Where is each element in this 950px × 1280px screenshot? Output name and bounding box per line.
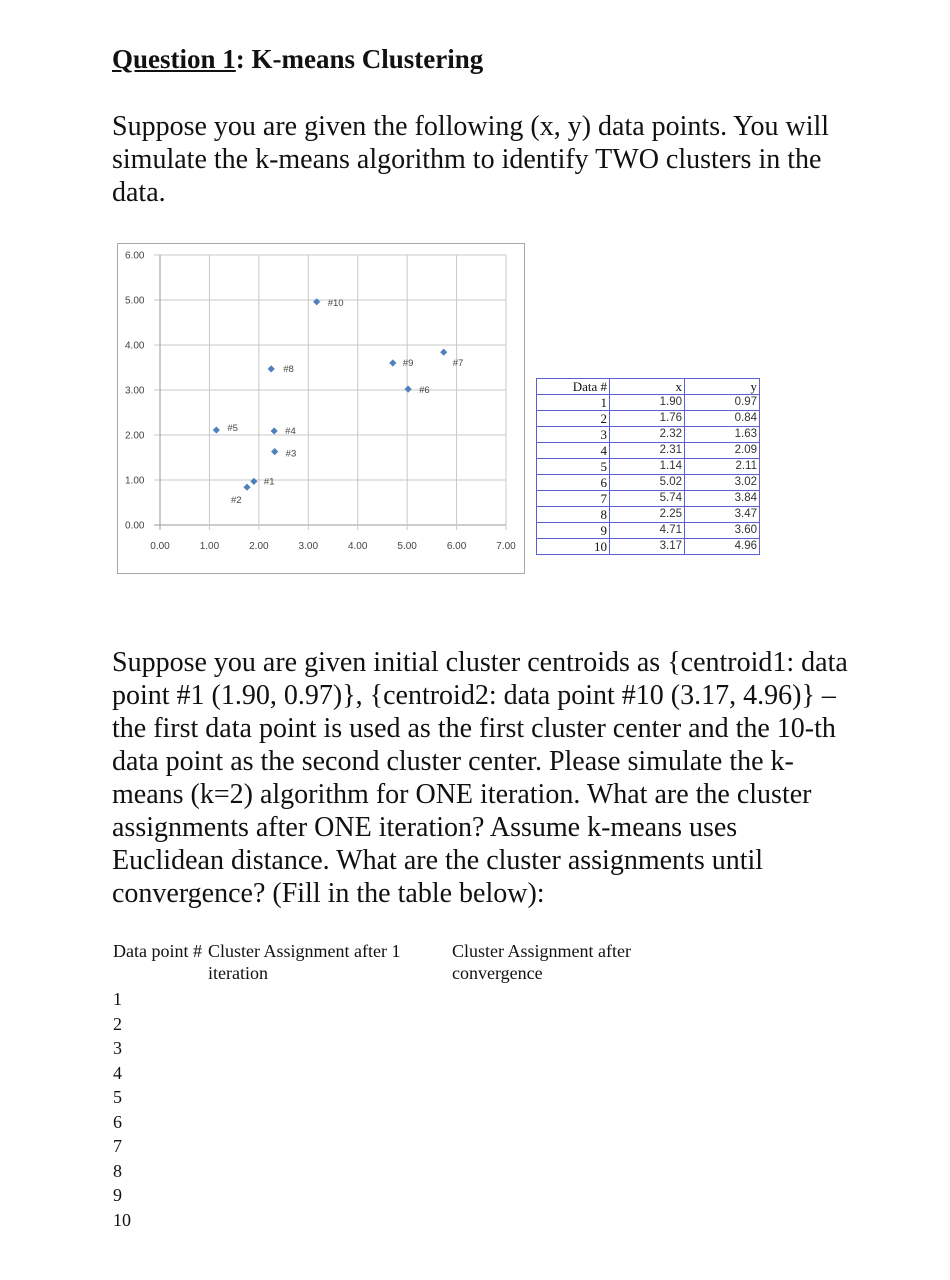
data-table-row <box>537 459 760 475</box>
data-table-cell-y: 2.09 <box>685 443 760 459</box>
instructions-paragraph: Suppose you are given initial cluster centroids as {centroid1: data point #1 (1.90, 0.97)}, {centroid2: data point #10 (3.17, 4.96)} – the first data point is used as the first cluster center and the 10-th data point as the second cluster center. Please simulate the k-means (k=2) algorithm for ONE iteration. What are the cluster assignments after ONE iteration? Assume k-means uses Euclidean distance. What are the cluster assignments until convergence? (Fill in the table below): <box>112 647 848 909</box>
data-table-row <box>537 475 760 491</box>
answer-row-number: 6 <box>113 1111 122 1132</box>
y-tick-label: 5.00 <box>125 295 145 307</box>
data-table-cell-y: 0.97 <box>685 395 760 411</box>
x-tick-label: 1.00 <box>199 541 220 552</box>
data-table-cell-y: 3.84 <box>685 491 760 507</box>
data-table-cell-x: 3.17 <box>610 539 685 555</box>
answer-row-number: 9 <box>113 1185 122 1205</box>
data-table-cell-y: 1.63 <box>685 427 760 443</box>
data-point-marker <box>250 478 257 485</box>
data-table-row <box>537 443 760 459</box>
scatter-chart-svg <box>118 244 526 575</box>
data-table-cell-y: 3.47 <box>685 507 760 523</box>
data-table-header-x: x <box>610 379 685 395</box>
data-point-label: #4 <box>285 425 296 437</box>
data-table-cell-y: 3.02 <box>685 475 760 491</box>
question-title-label: Question 1 <box>112 44 236 74</box>
answer-row-number: 5 <box>113 1087 122 1107</box>
data-table-row <box>537 523 760 539</box>
y-tick-label: 1.00 <box>125 475 145 487</box>
data-table-cell-x: 5.74 <box>610 491 685 507</box>
data-point-marker <box>271 448 278 455</box>
data-table-row <box>537 411 760 427</box>
data-table-cell-id: 6 <box>537 475 610 491</box>
data-table-cell-x: 4.71 <box>610 523 685 539</box>
answer-header-after-convergence: Cluster Assignment after convergence <box>452 941 631 983</box>
data-table-cell-x: 5.02 <box>610 475 685 491</box>
scatter-chart <box>117 243 525 574</box>
question-title-topic: : K-means Clustering <box>235 44 484 74</box>
answer-row-number: 8 <box>113 1160 122 1181</box>
x-tick-label: 5.00 <box>397 541 417 552</box>
data-table-row <box>537 427 760 443</box>
data-table-cell-id: 4 <box>537 443 610 459</box>
answer-row-number: 7 <box>113 1136 122 1156</box>
x-tick-label: 2.00 <box>249 541 269 552</box>
data-table-cell-y: 0.84 <box>685 411 760 427</box>
data-point-marker <box>440 349 447 356</box>
data-table-cell-x: 1.90 <box>610 395 685 411</box>
y-tick-label: 6.00 <box>125 250 145 262</box>
data-point-marker <box>313 298 320 305</box>
data-table-cell-x: 2.31 <box>610 443 685 459</box>
data-table-cell-id: 7 <box>537 491 610 507</box>
x-tick-label: 7.00 <box>496 541 516 552</box>
data-table-cell-id: 1 <box>537 395 610 411</box>
data-point-label: #6 <box>419 385 430 397</box>
data-point-marker <box>268 365 275 372</box>
y-tick-label: 3.00 <box>125 385 145 397</box>
data-table-cell-id: 8 <box>537 507 610 523</box>
data-table-row <box>537 491 760 507</box>
answer-row-number: 2 <box>113 1013 122 1034</box>
data-table-header-y: y <box>685 379 760 395</box>
data-table-cell-id: 9 <box>537 523 610 539</box>
data-point-marker <box>271 427 278 434</box>
answer-header-after-one-iteration: Cluster Assignment after 1 iteration <box>208 941 401 983</box>
data-table-row <box>537 395 760 411</box>
data-table-cell-id: 5 <box>537 459 610 475</box>
data-table-cell-x: 2.25 <box>610 507 685 523</box>
data-point-label: #7 <box>452 358 464 370</box>
data-point-label: #2 <box>230 495 242 507</box>
data-point-label: #5 <box>227 423 238 435</box>
data-table-header-row <box>537 379 760 395</box>
data-table-cell-x: 1.14 <box>610 459 685 475</box>
question-title <box>112 44 483 75</box>
data-table-row <box>537 539 760 555</box>
data-point-marker <box>243 484 250 491</box>
data-table-cell-id: 2 <box>537 411 610 427</box>
data-points-table <box>536 378 760 555</box>
data-point-label: #9 <box>402 358 414 369</box>
y-tick-label: 4.00 <box>125 340 145 352</box>
data-table-cell-x: 1.76 <box>610 411 685 427</box>
data-table-cell-y: 2.11 <box>685 459 760 475</box>
answer-row-number: 1 <box>113 989 122 1009</box>
answer-row-number: 3 <box>113 1038 122 1058</box>
y-tick-label: 0.00 <box>125 520 145 532</box>
data-table-cell-x: 2.32 <box>610 427 685 443</box>
data-point-marker <box>405 386 412 393</box>
data-table-cell-y: 4.96 <box>685 539 760 555</box>
data-table-header-id: Data # <box>537 379 610 395</box>
data-point-marker <box>213 426 220 433</box>
data-point-marker <box>389 359 396 366</box>
x-tick-label: 3.00 <box>298 541 319 552</box>
answer-row-number: 10 <box>113 1209 131 1230</box>
intro-paragraph: Suppose you are given the following (x, y) data points. You will simulate the k-means algorithm to identify TWO clusters in the data. <box>112 111 830 208</box>
y-tick-label: 2.00 <box>125 430 145 442</box>
data-table-row <box>537 507 760 523</box>
x-tick-label: 6.00 <box>446 541 467 552</box>
x-tick-label: 4.00 <box>347 541 368 552</box>
data-table-cell-id: 3 <box>537 427 610 443</box>
x-tick-label: 0.00 <box>150 541 170 552</box>
data-point-label: #3 <box>285 448 297 460</box>
data-point-label: #8 <box>283 363 294 375</box>
answer-header-datapoint: Data point # <box>113 941 202 961</box>
data-table-cell-y: 3.60 <box>685 523 760 539</box>
data-table-cell-id: 10 <box>537 539 610 555</box>
data-point-label: #10 <box>327 297 344 309</box>
data-point-label: #1 <box>263 476 275 488</box>
answer-row-number: 4 <box>113 1062 122 1083</box>
